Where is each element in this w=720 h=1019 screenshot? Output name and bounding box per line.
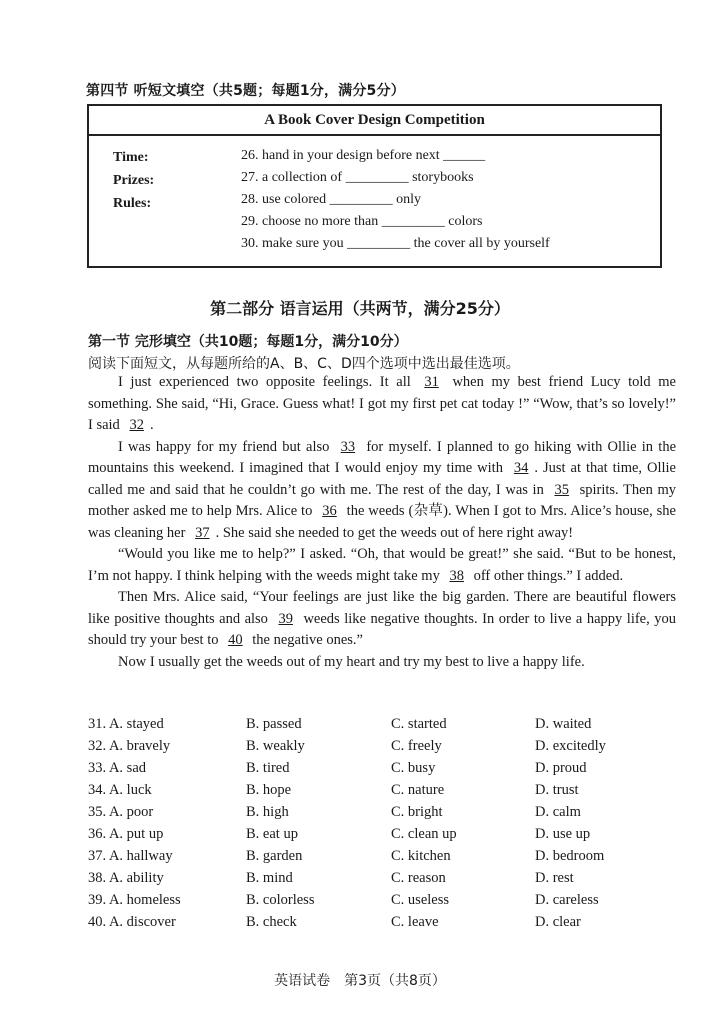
cloze-instruction: 阅读下面短文，从每题所给的A、B、C、D四个选项中选出最佳选项。: [88, 356, 520, 372]
blank-34: 34: [513, 460, 529, 476]
blank-37: 37: [195, 524, 210, 541]
item-29: 29. choose no more than _________ colors: [241, 214, 483, 229]
item-27: 27. a collection of _________ storybooks: [241, 170, 474, 185]
passage-paragraph: “Would you like me to help?” I asked. “Oh, that would be great!” she said. “But to be honest, I’m not happy. I think helping with the weeds might take my 38 off other things.” I added.: [88, 546, 676, 584]
option-row-35: 35. A. poor B. high C. bright D. calm: [88, 804, 581, 820]
blank-32: 32: [129, 417, 144, 433]
option-row-32: 32. A. bravely B. weakly C. freely D. excitedly: [88, 738, 606, 754]
cloze-section-header: 第一节 完形填空（共10题；每题1分，满分10分）: [88, 334, 408, 350]
label-prizes: Prizes:: [113, 173, 155, 188]
passage-paragraph: Then Mrs. Alice said, “Your feelings are just like the big garden. There are beautiful flowers like positive thoughts and also 39 weeds like negative thoughts. In order to live a happy life, you should try your best to 40 the negative ones.”: [88, 589, 676, 648]
option-row-40: 40. A. discover B. check C. leave D. clear: [88, 914, 581, 930]
passage-paragraph: Now I usually get the weeds out of my heart and try my best to live a happy life.: [118, 653, 585, 670]
blank-31: 31: [424, 374, 439, 390]
passage-paragraph: I just experienced two opposite feelings. It all 31 when my best friend Lucy told me something. She said, “Hi, Grace. Guess what! I got my first pet cat today !” “Wow, that’s so lovely!” I said 32 .: [88, 374, 676, 433]
option-row-37: 37. A. hallway B. garden C. kitchen D. bedroom: [88, 848, 605, 864]
item-28: 28. use colored _________ only: [241, 192, 422, 207]
option-row-31: 31. A. stayed B. passed C. started D. waited: [88, 716, 592, 732]
blank-38: 38: [449, 567, 464, 584]
blank-36: 36: [322, 503, 337, 519]
cloze-passage: [88, 372, 676, 673]
label-time: Time:: [113, 150, 149, 165]
blank-40: 40: [228, 632, 243, 648]
listening-box: [87, 104, 662, 268]
option-row-33: 33. A. sad B. tired C. busy D. proud: [88, 760, 587, 776]
blank-35: 35: [554, 481, 569, 498]
competition-title: A Book Cover Design Competition: [89, 106, 660, 136]
option-row-38: 38. A. ability B. mind C. reason D. rest: [88, 870, 574, 886]
item-26: 26. hand in your design before next ______: [241, 148, 486, 163]
item-30: 30. make sure you _________ the cover all by yourself: [241, 236, 550, 251]
option-row-34: 34. A. luck B. hope C. nature D. trust: [88, 782, 579, 798]
label-rules: Rules:: [113, 196, 152, 211]
passage-paragraph: I was happy for my friend but also 33 for myself. I planned to go hiking with Ollie in the mountains this weekend. I imagined that I would enjoy my time with 34 . Just at that time, Ollie called me and said that he couldn’t go with me. The rest of the day, I was in 35 spirits. Then my mother asked me to help Mrs. Alice to 36 the weeds (杂草). When I got to Mrs. Alice’s house, she was cleaning her 37 . She said she needed to get the weeds out of here right away!: [88, 438, 677, 541]
option-row-39: 39. A. homeless B. colorless C. useless D. careless: [88, 892, 599, 908]
blank-39: 39: [278, 610, 293, 627]
part2-title: 第二部分 语言运用（共两节，满分25分）: [210, 299, 510, 318]
blank-33: 33: [340, 438, 356, 455]
option-row-36: 36. A. put up B. eat up C. clean up D. use up: [88, 826, 591, 842]
page-footer: 英语试卷 第3页（共8页）: [274, 973, 446, 989]
listening-section-header: 第四节 听短文填空（共5题；每题1分，满分5分）: [86, 83, 405, 99]
